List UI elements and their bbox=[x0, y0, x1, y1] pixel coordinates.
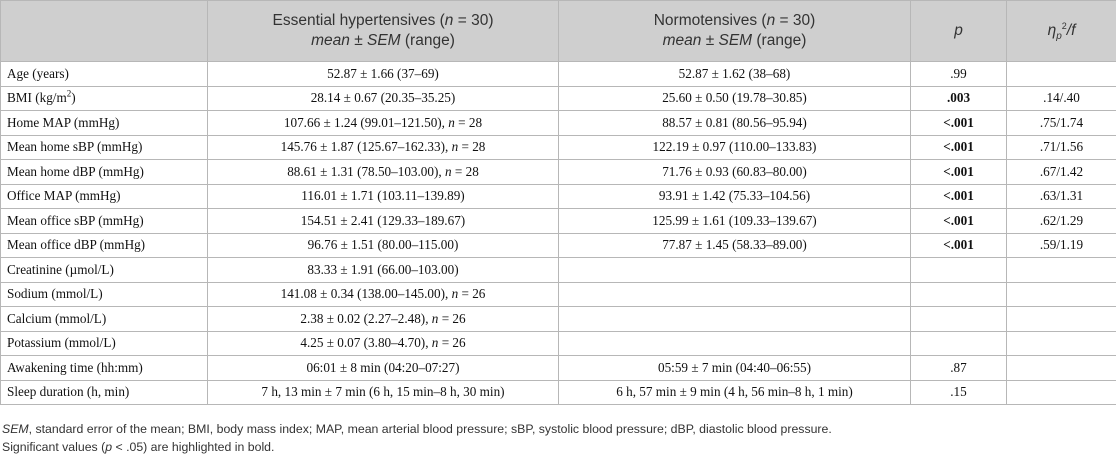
table-row bbox=[1, 209, 1116, 234]
header-eta: η bbox=[1047, 22, 1057, 39]
cell-effect-size: .75/1.74 bbox=[1007, 111, 1116, 136]
cell-eh-n: n bbox=[448, 114, 455, 130]
row-label-text: Home MAP (mmHg) bbox=[7, 114, 120, 130]
cell-p-value bbox=[911, 356, 1007, 381]
cell-p-value bbox=[911, 86, 1007, 111]
row-label bbox=[1, 233, 208, 258]
table-row bbox=[1, 233, 1116, 258]
header-nt-n: n bbox=[766, 12, 776, 29]
cell-p-text: <.001 bbox=[943, 212, 974, 228]
cell-eh-n: n bbox=[444, 163, 452, 179]
cell-normotensives: 05:59 ± 7 min (04:40–06:55) bbox=[559, 356, 911, 381]
cell-eh-n-value: = 26 bbox=[458, 286, 486, 302]
cell-effect-size bbox=[1007, 356, 1116, 381]
row-label bbox=[1, 331, 208, 356]
cell-eh-value: 154.51 ± 2.41 (129.33–189.67) bbox=[300, 212, 466, 228]
cell-p-value bbox=[911, 233, 1007, 258]
cell-p-text: <.001 bbox=[943, 163, 974, 179]
footnote-sig-a: Significant values ( bbox=[2, 440, 106, 454]
cell-essential-hypertensives bbox=[208, 111, 559, 136]
cell-normotensives: 25.60 ± 0.50 (19.78–30.85) bbox=[559, 86, 911, 111]
cell-essential-hypertensives bbox=[208, 160, 559, 185]
cell-eh-value: 83.33 ± 1.91 (66.00–103.00) bbox=[307, 261, 459, 277]
cell-essential-hypertensives bbox=[208, 258, 559, 283]
cell-normotensives bbox=[559, 331, 911, 356]
cell-eh-n: n bbox=[451, 139, 459, 155]
row-label-text: Sleep duration (h, min) bbox=[7, 384, 130, 400]
cell-p-value bbox=[911, 160, 1007, 185]
table-row bbox=[1, 258, 1116, 283]
cell-essential-hypertensives bbox=[208, 135, 559, 160]
header-eta-rest: /f bbox=[1066, 22, 1076, 39]
cell-eh-value: 7 h, 13 min ± 7 min (6 h, 15 min–8 h, 30 min) bbox=[261, 384, 505, 400]
row-label-text: Sodium (mmol/L) bbox=[7, 286, 103, 302]
cell-effect-size: .14/.40 bbox=[1007, 86, 1116, 111]
header-eh-range: (range) bbox=[400, 32, 455, 49]
cell-p-text: .87 bbox=[950, 359, 967, 375]
table-row bbox=[1, 331, 1116, 356]
cell-eh-n-value: = 28 bbox=[458, 139, 486, 155]
cell-normotensives bbox=[559, 307, 911, 332]
cell-p-value bbox=[911, 135, 1007, 160]
cell-eh-value: 06:01 ± 8 min (04:20–07:27) bbox=[306, 359, 460, 375]
cell-essential-hypertensives bbox=[208, 331, 559, 356]
header-effect-size bbox=[1007, 1, 1116, 62]
header-eta-sub: p bbox=[1056, 31, 1062, 43]
table-row bbox=[1, 86, 1116, 111]
header-eh-n: n bbox=[444, 12, 454, 29]
row-label-text: Mean office sBP (mmHg) bbox=[7, 212, 144, 228]
header-eh-eq: = 30) bbox=[453, 12, 494, 29]
cell-eh-n-value: = 28 bbox=[454, 114, 483, 130]
row-label bbox=[1, 258, 208, 283]
cell-eh-value: 88.61 ± 1.31 (78.50–103.00), bbox=[287, 163, 445, 179]
cell-effect-size bbox=[1007, 380, 1116, 405]
cell-eh-n-value: = 28 bbox=[451, 163, 479, 179]
cell-eh-n: n bbox=[431, 310, 439, 326]
header-eta-sup: 2 bbox=[1061, 20, 1067, 31]
row-label-text: Office MAP (mmHg) bbox=[7, 188, 121, 204]
row-label bbox=[1, 307, 208, 332]
table-row bbox=[1, 282, 1116, 307]
row-label bbox=[1, 356, 208, 381]
cell-effect-size bbox=[1007, 62, 1116, 87]
header-p bbox=[911, 1, 1007, 62]
cell-eh-value: 52.87 ± 1.66 (37–69) bbox=[327, 65, 439, 81]
cell-effect-size: .71/1.56 bbox=[1007, 135, 1116, 160]
cell-eh-value: 96.76 ± 1.51 (80.00–115.00) bbox=[307, 237, 459, 253]
cell-p-value bbox=[911, 184, 1007, 209]
cell-essential-hypertensives bbox=[208, 209, 559, 234]
row-label bbox=[1, 135, 208, 160]
cell-normotensives bbox=[559, 282, 911, 307]
row-label-text: Mean home sBP (mmHg) bbox=[7, 139, 143, 155]
cell-p-value bbox=[911, 282, 1007, 307]
header-eh-title: Essential hypertensives ( bbox=[272, 12, 445, 29]
row-label bbox=[1, 380, 208, 405]
row-label-text: BMI (kg/m bbox=[7, 90, 67, 106]
cell-eh-n: n bbox=[451, 286, 459, 302]
cell-essential-hypertensives bbox=[208, 380, 559, 405]
cell-effect-size: .63/1.31 bbox=[1007, 184, 1116, 209]
row-label bbox=[1, 111, 208, 136]
row-label-end: ) bbox=[71, 90, 76, 106]
cell-p-value bbox=[911, 331, 1007, 356]
header-normotensives bbox=[559, 1, 911, 62]
header-row bbox=[1, 1, 1116, 62]
table-row bbox=[1, 307, 1116, 332]
header-eh-stat: mean ± SEM bbox=[311, 32, 401, 49]
cell-normotensives: 88.57 ± 0.81 (80.56–95.94) bbox=[559, 111, 911, 136]
cell-p-text: <.001 bbox=[943, 139, 974, 155]
row-label bbox=[1, 209, 208, 234]
cell-normotensives: 6 h, 57 min ± 9 min (4 h, 56 min–8 h, 1 min) bbox=[559, 380, 911, 405]
cell-eh-value: 141.08 ± 0.34 (138.00–145.00), bbox=[280, 286, 452, 302]
cell-p-value bbox=[911, 209, 1007, 234]
cell-essential-hypertensives bbox=[208, 62, 559, 87]
footnote-line-2 bbox=[2, 438, 832, 456]
cell-normotensives: 77.87 ± 1.45 (58.33–89.00) bbox=[559, 233, 911, 258]
cell-effect-size: .62/1.29 bbox=[1007, 209, 1116, 234]
footnote-sig-p: p bbox=[105, 440, 113, 454]
cell-eh-value: 145.76 ± 1.87 (125.67–162.33), bbox=[280, 139, 452, 155]
footnote-sig-b: < .05) are highlighted in bold. bbox=[112, 440, 275, 454]
table-row bbox=[1, 356, 1116, 381]
row-label bbox=[1, 282, 208, 307]
cell-eh-value: 116.01 ± 1.71 (103.11–139.89) bbox=[301, 188, 465, 204]
footnote-line-1 bbox=[2, 420, 832, 438]
table-footnote bbox=[2, 420, 832, 456]
cell-p-text: .15 bbox=[950, 384, 967, 400]
table-row bbox=[1, 160, 1116, 185]
cell-normotensives: 93.91 ± 1.42 (75.33–104.56) bbox=[559, 184, 911, 209]
cell-p-value bbox=[911, 62, 1007, 87]
table-row bbox=[1, 184, 1116, 209]
footnote-sem: SEM bbox=[2, 422, 29, 436]
cell-p-text: .99 bbox=[950, 65, 967, 81]
cell-essential-hypertensives bbox=[208, 86, 559, 111]
row-label bbox=[1, 86, 208, 111]
cell-effect-size bbox=[1007, 258, 1116, 283]
row-label bbox=[1, 184, 208, 209]
header-nt-title: Normotensives ( bbox=[653, 12, 767, 29]
cell-effect-size bbox=[1007, 282, 1116, 307]
table-row bbox=[1, 111, 1116, 136]
cell-effect-size: .67/1.42 bbox=[1007, 160, 1116, 185]
cell-eh-n-value: = 26 bbox=[438, 335, 466, 351]
footnote-abbreviations: , standard error of the mean; BMI, body mass index; MAP, mean arterial blood pressure; sBP, systolic blood pressure; dBP, diastolic blood pressure. bbox=[28, 422, 832, 436]
cell-normotensives: 71.76 ± 0.93 (60.83–80.00) bbox=[559, 160, 911, 185]
cell-p-text: <.001 bbox=[943, 237, 974, 253]
header-essential-hypertensives bbox=[208, 1, 559, 62]
row-label-text: Mean office dBP (mmHg) bbox=[7, 237, 146, 253]
cell-normotensives bbox=[559, 258, 911, 283]
cell-normotensives: 125.99 ± 1.61 (109.33–139.67) bbox=[559, 209, 911, 234]
cell-essential-hypertensives bbox=[208, 184, 559, 209]
header-nt-eq: = 30) bbox=[775, 12, 816, 29]
row-label bbox=[1, 160, 208, 185]
cell-essential-hypertensives bbox=[208, 307, 559, 332]
cell-p-value bbox=[911, 380, 1007, 405]
cell-eh-value: 28.14 ± 0.67 (20.35–35.25) bbox=[310, 90, 456, 106]
cell-normotensives: 52.87 ± 1.62 (38–68) bbox=[559, 62, 911, 87]
cell-eh-value: 107.66 ± 1.24 (99.01–121.50), bbox=[283, 114, 449, 130]
cell-essential-hypertensives bbox=[208, 233, 559, 258]
header-nt-stat: mean ± SEM bbox=[662, 32, 753, 49]
row-label-text: Potassium (mmol/L) bbox=[7, 335, 116, 351]
cell-p-text: .003 bbox=[946, 90, 971, 106]
cell-eh-n: n bbox=[431, 335, 439, 351]
table-row bbox=[1, 62, 1116, 87]
cell-essential-hypertensives bbox=[208, 282, 559, 307]
row-label bbox=[1, 62, 208, 87]
row-label-sup: 2 bbox=[66, 88, 72, 99]
cell-essential-hypertensives bbox=[208, 356, 559, 381]
row-label-text: Age (years) bbox=[7, 65, 69, 81]
cell-normotensives: 122.19 ± 0.97 (110.00–133.83) bbox=[559, 135, 911, 160]
cell-p-text: <.001 bbox=[943, 188, 974, 204]
cell-p-value bbox=[911, 307, 1007, 332]
cell-effect-size: .59/1.19 bbox=[1007, 233, 1116, 258]
row-label-text: Creatinine (µmol/L) bbox=[7, 261, 114, 277]
row-label-text: Mean home dBP (mmHg) bbox=[7, 163, 144, 179]
table-row bbox=[1, 380, 1116, 405]
cell-p-text: <.001 bbox=[943, 114, 974, 130]
cell-effect-size bbox=[1007, 307, 1116, 332]
cell-effect-size bbox=[1007, 331, 1116, 356]
row-label-text: Awakening time (hh:mm) bbox=[7, 359, 143, 375]
row-label-text: Calcium (mmol/L) bbox=[7, 310, 107, 326]
table-row bbox=[1, 135, 1116, 160]
cell-eh-value: 4.25 ± 0.07 (3.80–4.70), bbox=[300, 335, 432, 351]
header-nt-range: (range) bbox=[752, 32, 807, 49]
cell-eh-value: 2.38 ± 0.02 (2.27–2.48), bbox=[300, 310, 432, 326]
header-cell-label bbox=[1, 1, 208, 62]
cell-p-value bbox=[911, 258, 1007, 283]
cell-eh-n-value: = 26 bbox=[438, 310, 466, 326]
header-p-label: p bbox=[954, 22, 963, 39]
cell-p-value bbox=[911, 111, 1007, 136]
